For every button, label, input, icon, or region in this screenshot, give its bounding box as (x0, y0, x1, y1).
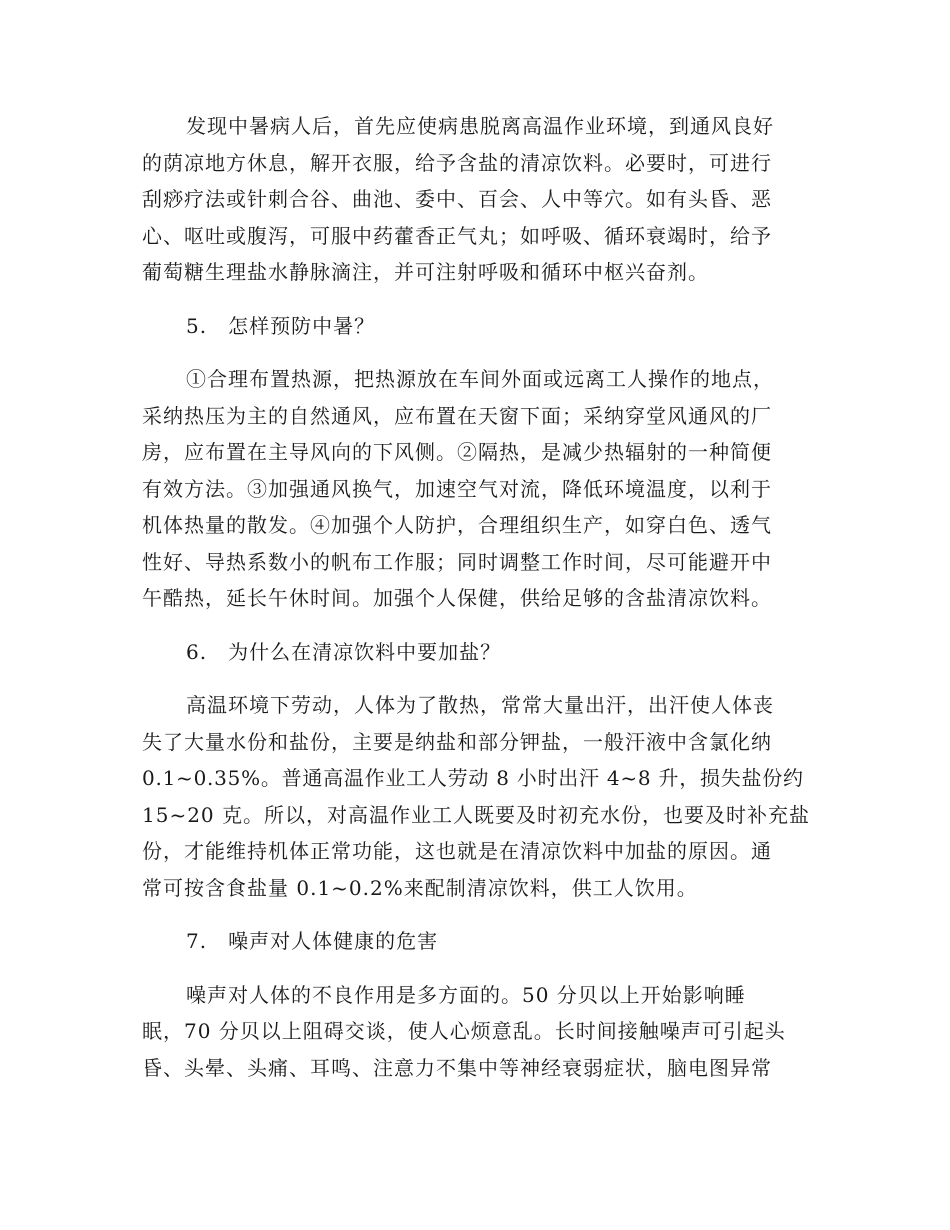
text-line: 份，才能维持机体正常功能，这也就是在清凉饮料中加盐的原因。通 (142, 839, 772, 863)
text-line: 刮痧疗法或针刺合谷、曲池、委中、百会、人中等穴。如有头昏、恶 (142, 187, 772, 211)
text-line: 性好、导热系数小的帆布工作服；同时调整工作时间，尽可能避开中 (142, 549, 772, 574)
text-line: 高温环境下劳动，人体为了散热，常常大量出汗，出汗使人体丧 (186, 693, 774, 717)
text-line: 有效方法。③加强通风换气，加速空气对流，降低环境温度，以利于 (142, 476, 772, 501)
section-heading-5: 5. 怎样预防中暑？ (186, 313, 376, 338)
text-line: 15~20 克。所以，对高温作业工人既要及时初充水份，也要及时补充盐 (142, 802, 811, 827)
text-line: 午酷热，延长午休时间。加强个人保健，供给足够的含盐清凉饮料。 (142, 586, 772, 610)
paragraph-noise-hazards (142, 977, 812, 1087)
text-line: 发现中暑病人后，首先应使病患脱离高温作业环境，到通风良好 (186, 114, 774, 138)
text-line: 的荫凉地方休息，解开衣服，给予含盐的清凉饮料。必要时，可进行 (142, 150, 772, 175)
text-line: ①合理布置热源，把热源放在车间外面或远离工人操作的地点， (186, 367, 774, 391)
text-line: 0.1~0.35%。普通高温作业工人劳动 8 小时出汗 4~8 升，损失盐份约 (142, 766, 804, 790)
paragraph-heatstroke-first-aid (142, 108, 812, 291)
paragraph-heatstroke-prevention (142, 361, 812, 617)
text-line: 失了大量水份和盐份，主要是纳盐和部分钾盐，一般汗液中含氯化纳 (142, 729, 772, 754)
paragraph-salt-in-drinks (142, 687, 812, 906)
text-line: 房，应布置在主导风向的下风侧。②隔热，是减少热辐射的一种简便 (142, 440, 772, 464)
text-line: 昏、头晕、头痛、耳鸣、注意力不集中等神经衰弱症状，脑电图异常 (142, 1055, 772, 1080)
text-line: 葡萄糖生理盐水静脉滴注，并可注射呼吸和循环中枢兴奋剂。 (142, 260, 709, 284)
section-heading-7: 7. 噪声对人体健康的危害 (186, 929, 439, 953)
text-line: 眠，70 分贝以上阻碍交谈，使人心烦意乱。长时间接触噪声可引起头 (142, 1019, 786, 1043)
text-line: 常可按含食盐量 0.1~0.2%来配制清凉饮料，供工人饮用。 (142, 875, 698, 900)
document-body (142, 108, 812, 1086)
text-line: 采纳热压为主的自然通风，应布置在天窗下面；采纳穿堂风通风的厂 (142, 403, 772, 428)
text-line: 噪声对人体的不良作用是多方面的。50 分贝以上开始影响睡 (186, 982, 746, 1007)
text-line: 心、呕吐或腹泻，可服中药藿香正气丸；如呼吸、循环衰竭时，给予 (142, 223, 772, 248)
section-heading-6: 6. 为什么在清凉饮料中要加盐？ (186, 639, 502, 664)
text-line: 机体热量的散发。④加强个人防护，合理组织生产，如穿白色、透气 (142, 513, 772, 537)
